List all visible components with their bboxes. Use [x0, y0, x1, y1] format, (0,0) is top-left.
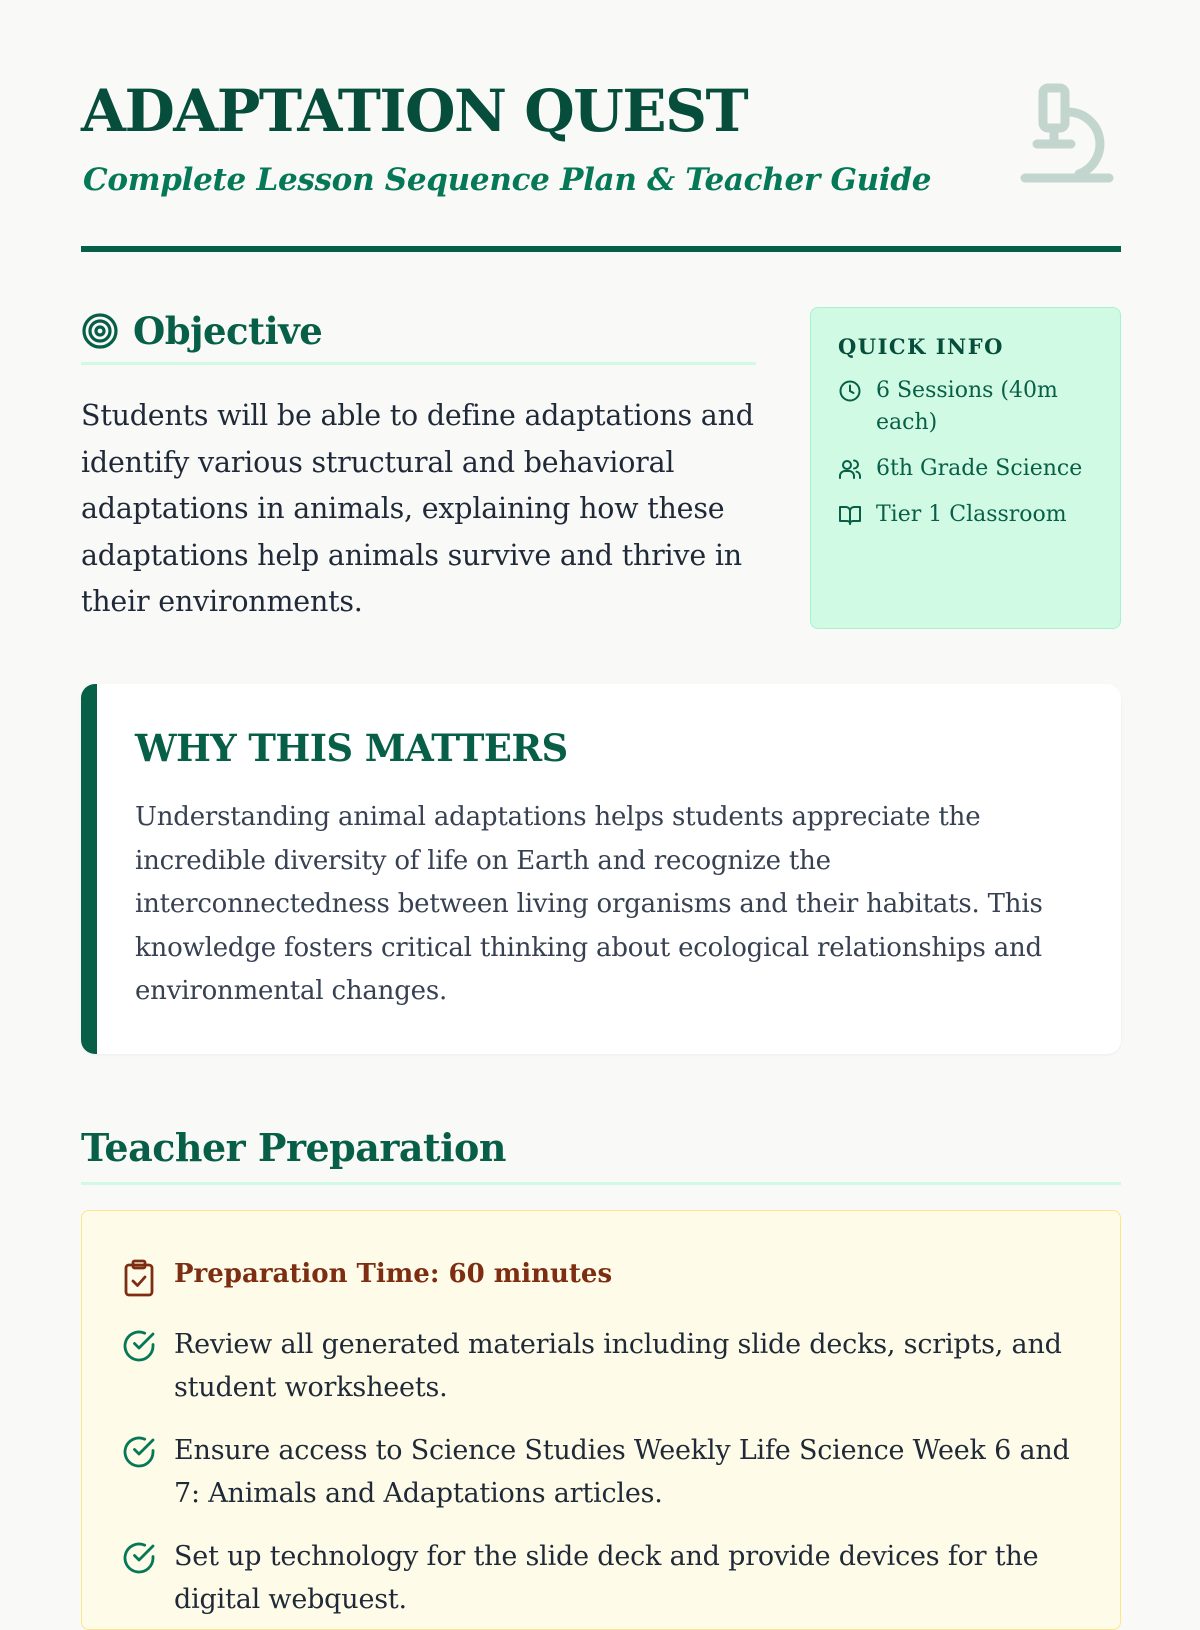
prep-time-row [122, 1255, 1080, 1297]
teacher-prep-heading: Teacher Preparation [81, 1125, 506, 1170]
quick-info-tier-label: Tier 1 Classroom [876, 502, 1067, 527]
clipboard-check-icon [122, 1259, 156, 1297]
quick-info-sessions [838, 375, 1093, 439]
quick-info-title: QUICK INFO [838, 334, 1004, 359]
prep-item [122, 1323, 1080, 1409]
teacher-prep-header [81, 1120, 1121, 1185]
microscope-icon [1019, 82, 1115, 186]
page-subtitle: Complete Lesson Sequence Plan & Teacher Guide [83, 162, 932, 198]
prep-checklist [122, 1323, 1080, 1621]
check-circle-icon [122, 1329, 156, 1363]
objective-text: Students will be able to define adaptations and identify various structural and behavioral adaptations in animals, explaining how these adaptations help animals survive and thrive in their environments. [81, 399, 754, 618]
quick-info-card [810, 307, 1121, 629]
prep-item-text: Ensure access to Science Studies Weekly Life Science Week 6 and 7: Animals and Adaptations articles. [174, 1435, 1070, 1509]
objective-header [81, 300, 756, 365]
check-circle-icon [122, 1541, 156, 1575]
prep-item-text: Review all generated materials including slide decks, scripts, and student worksheets. [174, 1329, 1062, 1403]
quick-info-grade [838, 453, 1093, 485]
check-circle-icon [122, 1435, 156, 1469]
teacher-prep-card [81, 1210, 1121, 1630]
prep-time-label: Preparation Time: 60 minutes [174, 1259, 613, 1289]
why-text: Understanding animal adaptations helps students appreciate the incredible diversity of life on Earth and recognize the interconnectedness between living organisms and their habitats. This knowledge fosters critical thinking about ecological relationships and environmental changes. [135, 802, 1043, 1006]
quick-info-tier [838, 499, 1093, 531]
prep-item-text: Set up technology for the slide deck and provide devices for the digital webquest. [174, 1541, 1039, 1615]
clock-icon [838, 379, 862, 403]
header-divider [81, 246, 1121, 252]
why-heading: WHY THIS MATTERS [135, 726, 568, 770]
book-icon [838, 503, 862, 527]
why-this-matters-card [81, 684, 1121, 1054]
target-icon [81, 312, 119, 350]
page-title: ADAPTATION QUEST [81, 77, 748, 145]
objective-heading: Objective [133, 309, 323, 353]
quick-info-sessions-label: 6 Sessions (40m each) [876, 378, 1058, 435]
prep-item [122, 1535, 1080, 1621]
objective-section [81, 300, 756, 626]
users-icon [838, 457, 862, 481]
quick-info-grade-label: 6th Grade Science [876, 456, 1083, 481]
prep-item [122, 1429, 1080, 1515]
